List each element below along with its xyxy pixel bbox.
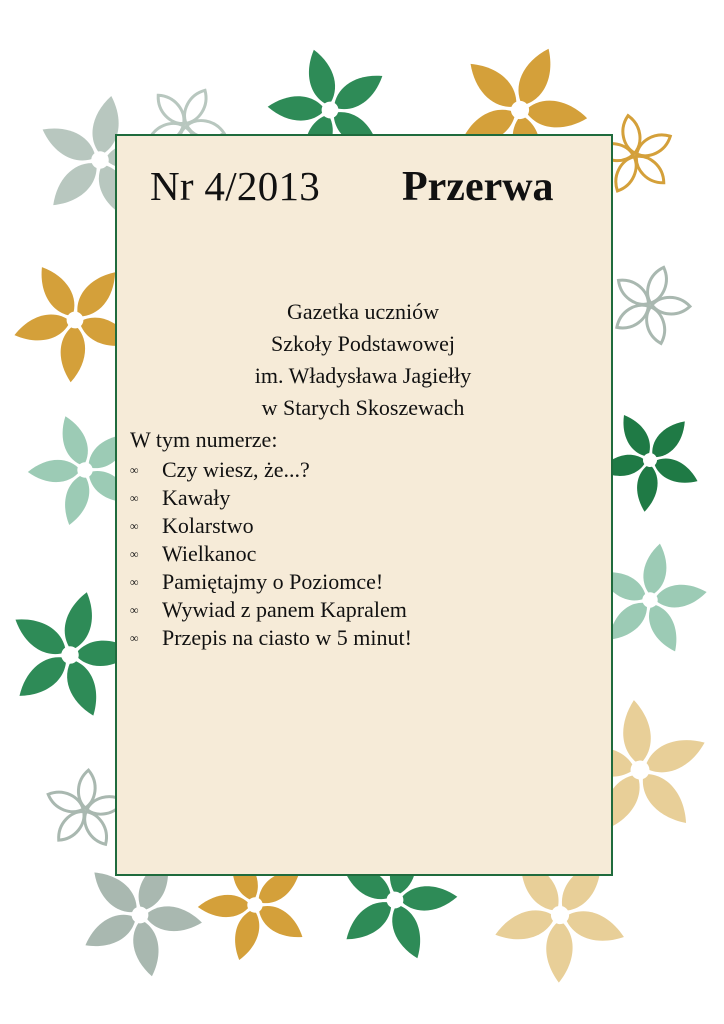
contents-heading: W tym numerze: xyxy=(130,427,278,452)
flower-icon xyxy=(599,254,702,354)
contents-item-label: Wywiad z panem Kapralem xyxy=(162,596,407,622)
newsletter-title: Przerwa xyxy=(402,164,554,210)
infinity-bullet-icon: ∞ xyxy=(130,546,139,561)
contents-item-label: Czy wiesz, że...? xyxy=(162,456,310,482)
contents-item-label: Kawały xyxy=(162,484,231,510)
subtitle-line: im. Władysława Jagiełły xyxy=(254,363,472,388)
contents-item-label: Kolarstwo xyxy=(162,512,254,538)
contents-item-label: Wielkanoc xyxy=(162,540,257,566)
infinity-bullet-icon: ∞ xyxy=(130,490,139,505)
infinity-bullet-icon: ∞ xyxy=(130,574,139,589)
contents-item xyxy=(128,594,412,622)
contents-item xyxy=(128,622,412,650)
contents-item-label: Pamiętajmy o Poziomce! xyxy=(162,568,384,594)
contents-item xyxy=(128,510,412,538)
infinity-bullet-icon: ∞ xyxy=(130,602,139,617)
subtitle-line: Szkoły Podstawowej xyxy=(271,331,455,356)
infinity-bullet-icon: ∞ xyxy=(130,462,139,477)
newsletter-subtitle xyxy=(118,296,608,424)
infinity-bullet-icon: ∞ xyxy=(130,518,139,533)
issue-number: Nr 4/2013 xyxy=(150,163,321,209)
contents-item xyxy=(128,566,412,594)
infinity-bullet-icon: ∞ xyxy=(130,630,139,645)
subtitle-line: Gazetka uczniów xyxy=(286,299,440,324)
contents-item xyxy=(128,482,412,510)
contents-list xyxy=(128,454,412,650)
subtitle-line: w Starych Skoszewach xyxy=(261,395,465,420)
contents-item-label: Przepis na ciasto w 5 minut! xyxy=(162,624,412,650)
contents-item xyxy=(128,454,412,482)
contents-item xyxy=(128,538,412,566)
